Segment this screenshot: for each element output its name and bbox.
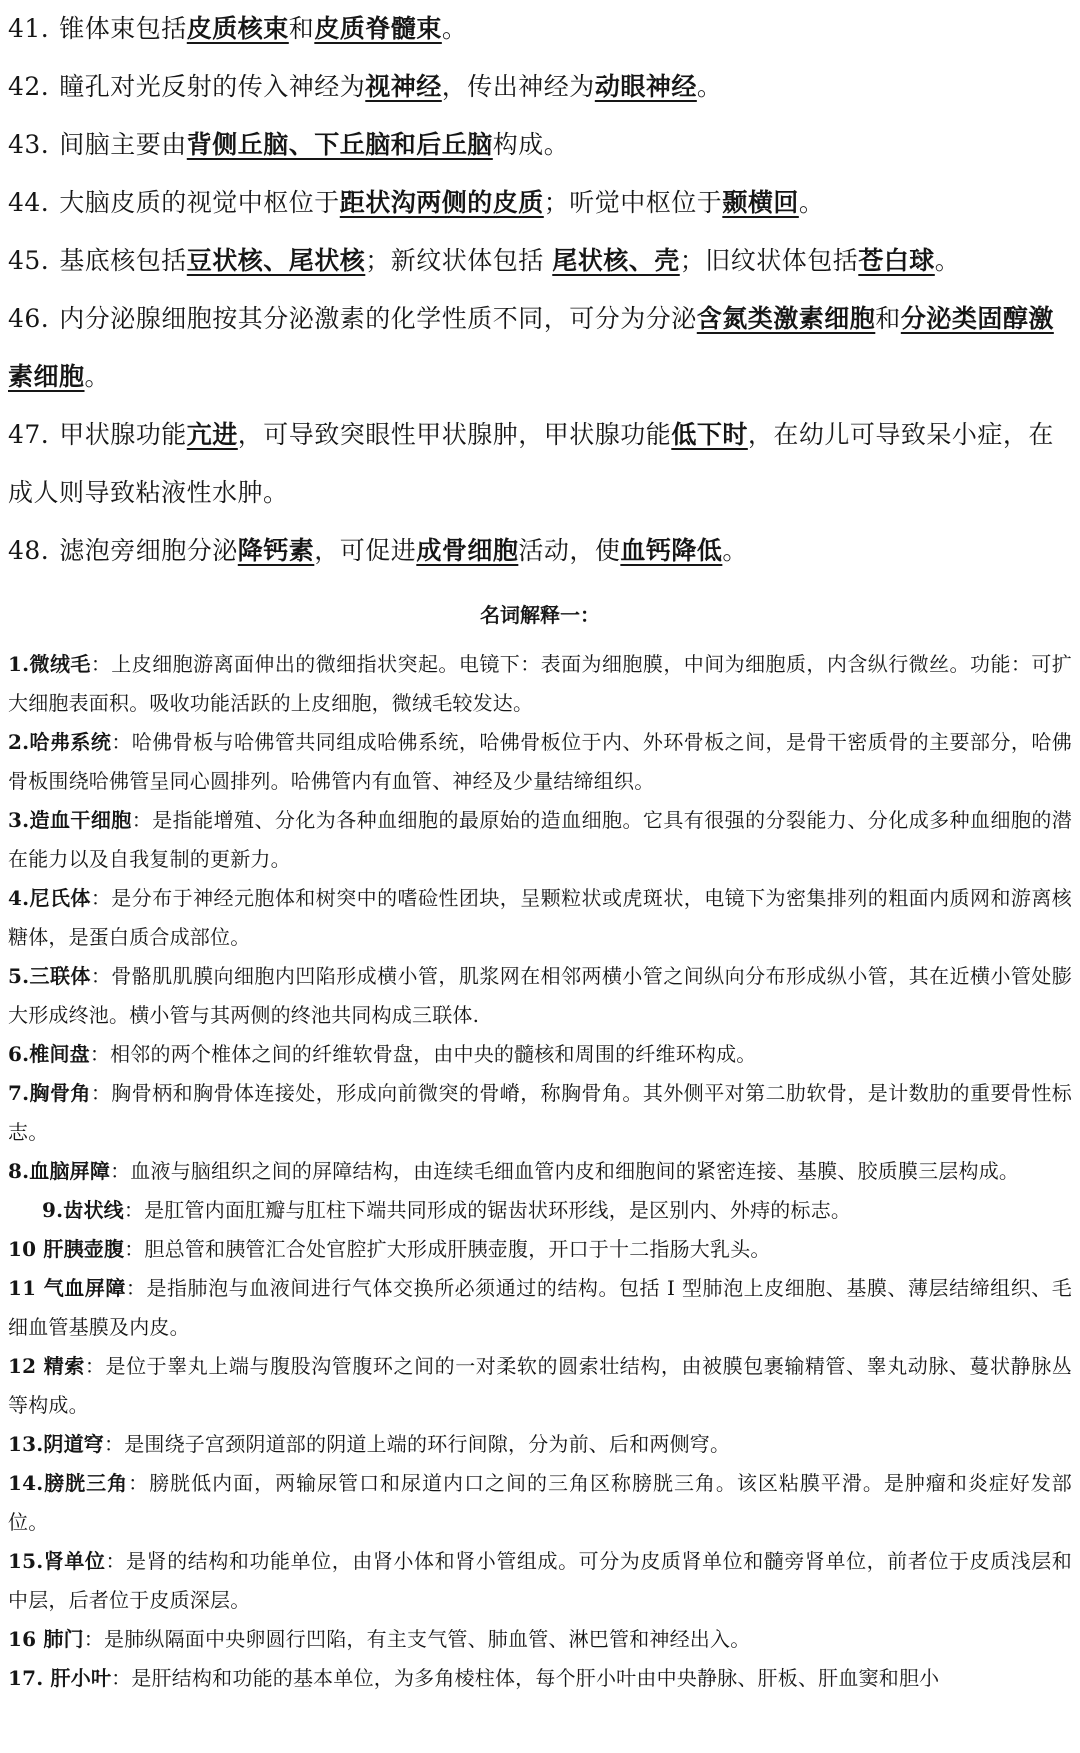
answer-blank: 皮质脊髓束: [314, 14, 442, 43]
answer-blank: 亢进: [186, 420, 238, 449]
item-text: 大脑皮质的视觉中枢位于: [59, 188, 340, 217]
answer-blank: 背侧丘脑、下丘脑和后丘脑: [186, 130, 493, 159]
answer-blank: 动眼神经: [594, 72, 697, 101]
item-text: 锥体束包括: [59, 14, 187, 43]
item-number: 45.: [8, 246, 50, 275]
item-text: 和: [288, 14, 315, 43]
item-text: 。: [441, 14, 468, 43]
item-text: 。: [722, 536, 748, 565]
answer-blank: 颞横回: [722, 188, 799, 217]
definition-item: [8, 1269, 1072, 1347]
item-text: ，可导致突眼性甲状腺肿，甲状腺功能: [237, 420, 672, 449]
definition-item: [8, 1035, 1072, 1074]
fill-item: [8, 406, 1068, 522]
definition-term: 11 气血屏障: [8, 1276, 126, 1300]
item-text: 滤泡旁细胞分泌: [59, 536, 238, 565]
definition-item: [8, 1464, 1072, 1542]
definition-term: 5.三联体: [8, 964, 91, 988]
definition-term: 14.膀胱三角: [8, 1471, 129, 1495]
item-text: 。: [934, 246, 961, 275]
definition-text: ：是指肺泡与血液间进行气体交换所必须通过的结构。包括 I 型肺泡上皮细胞、基膜、薄层结缔组织、毛细血管基膜及内皮。: [8, 1276, 1072, 1339]
fill-item: [8, 522, 1068, 580]
definition-item: [8, 1191, 1072, 1230]
answer-blank: 苍白球: [858, 246, 935, 275]
definition-item: [8, 1659, 1072, 1698]
item-text: 。: [84, 362, 111, 391]
definition-item: [8, 1347, 1072, 1425]
definition-text: ：相邻的两个椎体之间的纤维软骨盘，由中央的髓核和周围的纤维环构成。: [89, 1042, 757, 1066]
item-number: 46.: [8, 304, 50, 333]
definition-text: ：是分布于神经元胞体和树突中的嗜硷性团块，呈颗粒状或虎斑状，电镜下为密集排列的粗面内质网和游离核糖体，是蛋白质合成部位。: [8, 886, 1072, 949]
definition-text: ：是围绕子宫颈阴道部的阴道上端的环行间隙，分为前、后和两侧穹。: [104, 1432, 731, 1456]
definition-text: ：哈佛骨板与哈佛管共同组成哈佛系统，哈佛骨板位于内、外环骨板之间，是骨干密质骨的主要部分，哈佛骨板围绕哈佛管呈同心圆排列。哈佛管内有血管、神经及少量结缔组织。: [8, 730, 1072, 793]
definition-item: [8, 723, 1072, 801]
answer-blank: 血钙降低: [620, 536, 723, 565]
fill-item: [8, 0, 1068, 58]
answer-blank: 分泌类固醇激素细胞: [8, 304, 1054, 391]
answer-blank: 皮质核束: [186, 14, 289, 43]
definition-item: [8, 957, 1072, 1035]
answer-blank: 豆状核、尾状核: [186, 246, 366, 275]
item-number: 43.: [8, 130, 50, 159]
definition-text: ：胸骨柄和胸骨体连接处，形成向前微突的骨嵴，称胸骨角。其外侧平对第二肋软骨，是计数肋的重要骨性标志。: [8, 1081, 1072, 1144]
item-text: ，在幼儿可导致呆小症，在成人则导致粘液性水肿。: [8, 420, 1054, 507]
definition-text: ：血液与脑组织之间的屏障结构，由连续毛细血管内皮和细胞间的紧密连接、基膜、胶质膜三层构成。: [110, 1159, 1020, 1183]
item-text: 内分泌腺细胞按其分泌激素的化学性质不同，可分为分泌: [59, 304, 697, 333]
section-heading: 名词解释一：: [480, 603, 600, 627]
definition-text: ：是肛管内面肛瓣与肛柱下端共同形成的锯齿状环形线，是区别内、外痔的标志。: [123, 1198, 852, 1222]
definition-term: 7.胸骨角: [8, 1081, 91, 1105]
definition-item: [8, 879, 1072, 957]
definition-term: 8.血脑屏障: [8, 1159, 111, 1183]
definition-text: ：胆总管和胰管汇合处官腔扩大形成肝胰壶腹，开口于十二指肠大乳头。: [124, 1237, 771, 1261]
definition-text: ：是位于睾丸上端与腹股沟管腹环之间的一对柔软的圆索壮结构，由被膜包裹输精管、睾丸动脉、蔓状静脉丛等构成。: [8, 1354, 1072, 1417]
answer-blank: 降钙素: [237, 536, 315, 565]
item-text: 间脑主要由: [59, 130, 187, 159]
answer-blank: 尾状核、壳: [552, 246, 680, 275]
definition-item: [8, 1542, 1072, 1620]
item-number: 47.: [8, 420, 50, 449]
definition-text: ：是指能增殖、分化为各种血细胞的最原始的造血细胞。它具有很强的分裂能力、分化成多种血细胞的潜在能力以及自我复制的更新力。: [8, 808, 1073, 871]
definition-term: 1.微绒毛: [8, 652, 91, 676]
definition-item: [8, 645, 1072, 723]
definition-list: [8, 645, 1072, 1698]
definition-text: ：是肺纵隔面中央卵圆行凹陷，有主支气管、肺血管、淋巴管和神经出入。: [83, 1627, 751, 1651]
definition-term: 6.椎间盘: [8, 1042, 90, 1066]
definition-term: 10 肝胰壶腹: [8, 1237, 125, 1261]
item-text: 甲状腺功能: [59, 420, 187, 449]
item-number: 42.: [8, 72, 50, 101]
fill-in-blank-list: [8, 0, 1068, 580]
answer-blank: 低下时: [671, 420, 748, 449]
item-text: 。: [798, 188, 825, 217]
answer-blank: 距状沟两侧的皮质: [339, 188, 544, 217]
definition-term: 13.阴道穹: [8, 1432, 104, 1456]
item-text: ；新纹状体包括: [365, 246, 553, 275]
definition-item: [8, 1074, 1072, 1152]
definition-term: 3.造血干细胞: [8, 808, 132, 832]
definition-text: ：是肾的结构和功能单位，由肾小体和肾小管组成。可分为皮质肾单位和髓旁肾单位，前者位于皮质浅层和中层，后者位于皮质深层。: [8, 1549, 1072, 1612]
item-number: 41.: [8, 14, 50, 43]
item-number: 48.: [8, 536, 50, 565]
definition-term: 4.尼氏体: [8, 886, 91, 910]
definition-term: 2.哈弗系统: [8, 730, 112, 754]
item-text: 瞳孔对光反射的传入神经为: [59, 72, 366, 101]
item-text: 和: [875, 304, 901, 333]
item-text: 构成。: [492, 130, 570, 159]
definition-term: 12 精索: [8, 1354, 85, 1378]
item-text: ，可促进: [314, 536, 417, 565]
definition-item: [8, 1620, 1072, 1659]
definition-text: ：骨骼肌肌膜向细胞内凹陷形成横小管，肌浆网在相邻两横小管之间纵向分布形成纵小管，其在近横小管处膨大形成终池。横小管与其两侧的终池共同构成三联体.: [8, 964, 1072, 1027]
item-text: 活动，使: [518, 536, 621, 565]
answer-blank: 视神经: [365, 72, 442, 101]
definition-item: [8, 1425, 1072, 1464]
definition-text: ：上皮细胞游离面伸出的微细指状突起。电镜下：表面为细胞膜，中间为细胞质，内含纵行微丝。功能：可扩大细胞表面积。吸收功能活跃的上皮细胞，微绒毛较发达。: [8, 652, 1072, 715]
definition-term: 9.齿状线: [42, 1198, 124, 1222]
item-text: ；听觉中枢位于: [543, 188, 723, 217]
definition-item: [8, 1230, 1072, 1269]
answer-blank: 成骨细胞: [416, 536, 519, 565]
answer-blank: 含氮类激素细胞: [696, 304, 876, 333]
definition-item: [8, 1152, 1072, 1191]
item-number: 44.: [8, 188, 50, 217]
fill-item: [8, 116, 1068, 174]
fill-item: [8, 174, 1068, 232]
definition-term: 17. 肝小叶: [8, 1666, 112, 1690]
definition-term: 15.肾单位: [8, 1549, 106, 1573]
definition-item: [8, 801, 1072, 879]
definition-term: 16 肺门: [8, 1627, 84, 1651]
definition-text: ：是肝结构和功能的基本单位，为多角棱柱体，每个肝小叶由中央静脉、肝板、肝血窦和胆小: [111, 1666, 940, 1690]
fill-item: [8, 232, 1068, 290]
fill-item: [8, 290, 1068, 406]
item-text: 基底核包括: [59, 246, 187, 275]
item-text: 。: [696, 72, 723, 101]
definition-text: ：膀胱低内面，两输尿管口和尿道内口之间的三角区称膀胱三角。该区粘膜平滑。是肿瘤和炎症好发部位。: [8, 1471, 1072, 1534]
item-text: ；旧纹状体包括: [679, 246, 859, 275]
item-text: ，传出神经为: [441, 72, 595, 101]
fill-item: [8, 58, 1068, 116]
